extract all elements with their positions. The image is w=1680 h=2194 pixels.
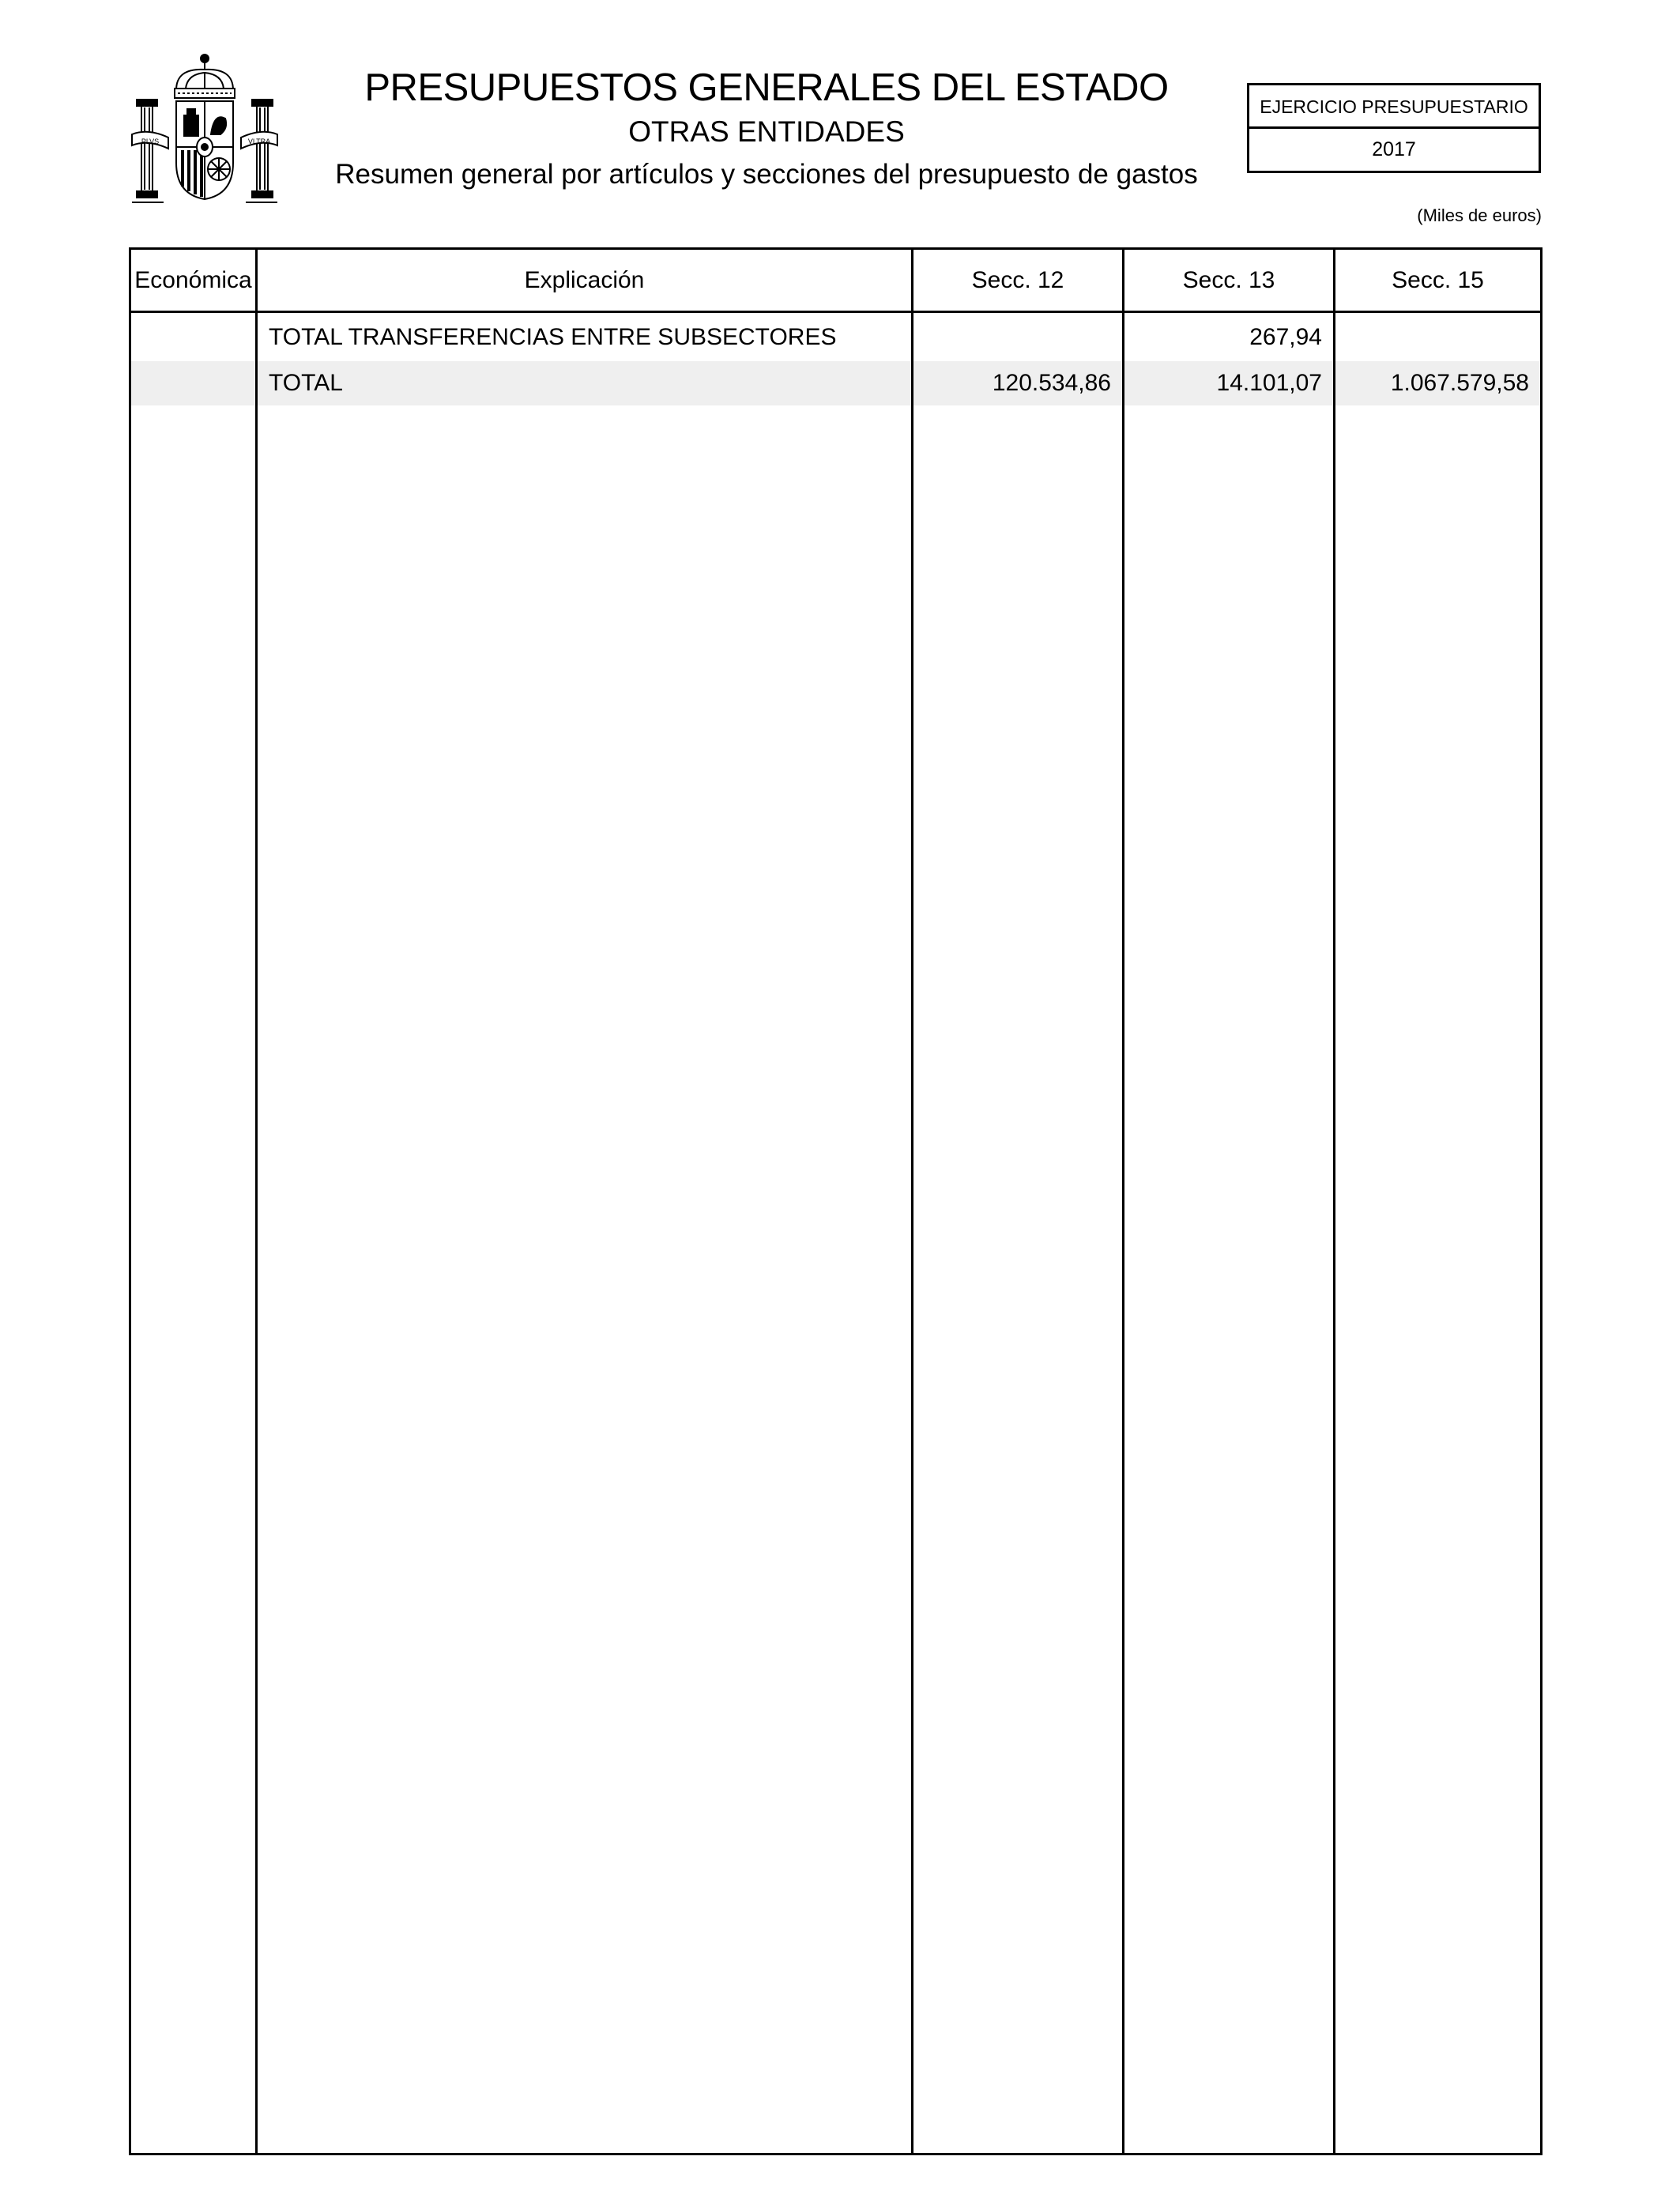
- column-divider: [255, 250, 258, 2153]
- column-header-explicacion: Explicación: [524, 267, 645, 293]
- page-title: PRESUPUESTOS GENERALES DEL ESTADO: [364, 66, 1169, 109]
- cell-economica: [131, 361, 255, 405]
- table-header-row: [131, 250, 1540, 313]
- cell-secc-12: [913, 315, 1122, 360]
- crest-motto-left: PLVS: [141, 138, 160, 145]
- page-subtitle: OTRAS ENTIDADES: [628, 115, 905, 148]
- cell-explicacion: TOTAL TRANSFERENCIAS ENTRE SUBSECTORES: [269, 324, 837, 350]
- units-note: (Miles de euros): [1417, 205, 1542, 225]
- column-divider: [911, 250, 913, 2153]
- page-description: Resumen general por artículos y secciones del presupuesto de gastos: [335, 159, 1198, 190]
- cell-secc-12: 120.534,86: [992, 370, 1111, 396]
- cell-explicacion: TOTAL: [269, 370, 343, 396]
- cell-secc-13: 267,94: [1249, 324, 1322, 350]
- column-divider: [1333, 250, 1335, 2153]
- table-row-total: [131, 361, 1540, 405]
- column-header-secc-13: Secc. 13: [1182, 267, 1275, 293]
- document-header: [316, 63, 1217, 194]
- ejercicio-label: EJERCICIO PRESUPUESTARIO: [1249, 85, 1539, 129]
- budget-table: [129, 247, 1543, 2155]
- cell-secc-15: 1.067.579,58: [1390, 370, 1529, 396]
- coat-of-arms-icon: [129, 52, 281, 209]
- column-header-economica: Económica: [134, 267, 252, 293]
- crest-motto-right: VLTRA: [247, 138, 271, 145]
- column-header-secc-12: Secc. 12: [971, 267, 1064, 293]
- cell-economica: [131, 315, 255, 360]
- ejercicio-year: 2017: [1372, 138, 1416, 160]
- column-header-secc-15: Secc. 15: [1392, 267, 1484, 293]
- cell-secc-13: 14.101,07: [1216, 370, 1322, 396]
- table-row: [131, 315, 1540, 360]
- ejercicio-box: [1247, 83, 1541, 173]
- column-divider: [1122, 250, 1124, 2153]
- cell-secc-15: [1335, 315, 1540, 360]
